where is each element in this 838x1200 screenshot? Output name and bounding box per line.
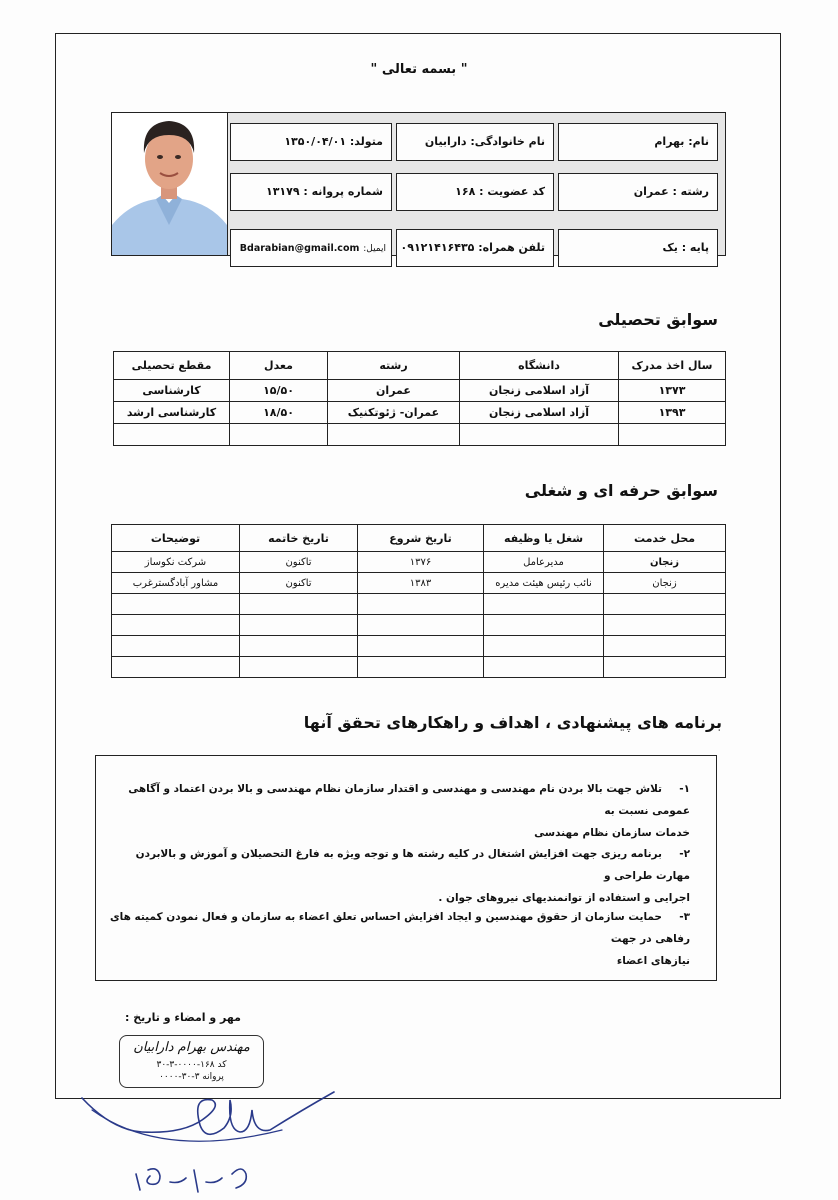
field-of-study-field: رشته : عمران [558, 173, 718, 211]
table-cell: آزاد اسلامی زنجان [460, 380, 619, 402]
table-cell [604, 594, 726, 615]
education-title: سوابق تحصیلی [598, 310, 718, 329]
table-cell [112, 636, 240, 657]
table-cell: ۱۳۷۳ [619, 380, 726, 402]
table-cell [484, 615, 604, 636]
plan-item [100, 843, 690, 909]
table-cell [112, 657, 240, 678]
signature-label: مهر و امضاء و تاریخ : [125, 1011, 241, 1024]
table-row [112, 573, 726, 594]
table-cell [604, 615, 726, 636]
table-cell: عمران [328, 380, 460, 402]
table-cell [114, 424, 230, 446]
table-cell: تاکنون [240, 552, 358, 573]
table-cell: ۱۸/۵۰ [230, 402, 328, 424]
education-table [113, 351, 726, 446]
table-cell [460, 424, 619, 446]
table-row [114, 424, 726, 446]
plan-line [100, 843, 690, 887]
table-cell [240, 594, 358, 615]
plan-text: اجرایی و استفاده از توانمندیهای نیروهای جوان . [438, 892, 690, 904]
column-header: رشته [328, 352, 460, 380]
table-row [112, 594, 726, 615]
table-cell [112, 615, 240, 636]
column-header: توضیحات [112, 525, 240, 552]
table-cell [240, 657, 358, 678]
plan-number: ۳- [679, 911, 690, 923]
table-cell: نائب رئیس هیئت مدیره [484, 573, 604, 594]
table-cell: مدیرعامل [484, 552, 604, 573]
plan-text: خدمات سازمان نظام مهندسی [534, 827, 690, 839]
table-row [112, 615, 726, 636]
table-cell [230, 424, 328, 446]
stamp-name: مهندس بهرام دارابیان [133, 1040, 250, 1055]
table-cell: کارشناسی [114, 380, 230, 402]
table-row [114, 380, 726, 402]
plan-text: حمایت سازمان از حقوق مهندسین و ایجاد افزایش احساس تعلق اعضاء به سازمان و فعال نمودن کمیته های رفاهی در جهت [110, 911, 690, 945]
column-header: مقطع تحصیلی [114, 352, 230, 380]
column-header: تاریخ شروع [358, 525, 484, 552]
table-cell [240, 636, 358, 657]
table-cell: کارشناسی ارشد [114, 402, 230, 424]
table-cell: مشاور آبادگسترغرب [112, 573, 240, 594]
plan-item [100, 778, 690, 844]
plan-text: نیازهای اعضاء [616, 955, 690, 967]
first-name-field: نام: بهرام [558, 123, 718, 161]
plan-line [100, 906, 690, 950]
table-cell: ۱۳۷۶ [358, 552, 484, 573]
table-row [114, 402, 726, 424]
table-cell: ۱۳۹۳ [619, 402, 726, 424]
table-cell [358, 594, 484, 615]
table-cell: زنجان [604, 573, 726, 594]
table-cell: آزاد اسلامی زنجان [460, 402, 619, 424]
grade-field: پایه : یک [558, 229, 718, 267]
mobile-field: تلفن همراه: ۰۹۱۲۱۴۱۶۴۳۵ [396, 229, 554, 267]
table-cell [484, 636, 604, 657]
email-value: Bdarabian@gmail.com [239, 243, 360, 254]
table-header-row [114, 352, 726, 380]
column-header: شغل یا وظیفه [484, 525, 604, 552]
plan-number: ۲- [679, 848, 690, 860]
handwritten-signature [72, 1070, 352, 1200]
plans-title: برنامه های پیشنهادی ، اهداف و راهکارهای تحقق آنها [303, 713, 722, 732]
license-number-field: شماره پروانه : ۱۳۱۷۹ [230, 173, 392, 211]
table-cell [619, 424, 726, 446]
plan-line [100, 778, 690, 822]
profile-photo [112, 113, 228, 255]
table-cell [484, 657, 604, 678]
table-cell [240, 615, 358, 636]
table-cell: زنجان [604, 552, 726, 573]
table-cell: شرکت نکوساز [112, 552, 240, 573]
table-row [112, 657, 726, 678]
plans-box [95, 755, 717, 981]
document-heading: " بسمه تعالی " [370, 62, 468, 77]
birth-date-field: متولد: ۱۳۵۰/۰۴/۰۱ [230, 123, 392, 161]
table-cell [358, 615, 484, 636]
table-cell [604, 636, 726, 657]
plan-text: برنامه ریزی جهت افزایش اشتغال در کلیه رشته ها و توجه ویژه به فارغ التحصیلان و آموزش و بالابردن مهارت طراحی و [135, 848, 690, 882]
table-cell: ۱۵/۵۰ [230, 380, 328, 402]
table-cell [604, 657, 726, 678]
table-cell: ۱۳۸۳ [358, 573, 484, 594]
table-cell [112, 594, 240, 615]
table-cell [484, 594, 604, 615]
column-header: دانشگاه [460, 352, 619, 380]
table-row [112, 636, 726, 657]
professional-table [111, 524, 726, 678]
table-cell [358, 636, 484, 657]
email-label: ایمیل: [363, 244, 386, 254]
plan-number: ۱- [679, 783, 690, 795]
table-cell: عمران- ژئوتکنیک [328, 402, 460, 424]
table-cell: تاکنون [240, 573, 358, 594]
stamp-code: کد ۱۶۸-۰۰۰۰-۳-۳۰ [156, 1060, 227, 1070]
stamp-license: پروانه ۳-۳۰-۰۰۰۰ [159, 1072, 224, 1082]
column-header: محل خدمت [604, 525, 726, 552]
column-header: تاریخ خاتمه [240, 525, 358, 552]
email-field [230, 229, 392, 267]
last-name-field: نام خانوادگی: دارابیان [396, 123, 554, 161]
table-header-row [112, 525, 726, 552]
profile-card [111, 112, 726, 256]
plan-item [100, 906, 690, 972]
table-cell [328, 424, 460, 446]
table-row [112, 552, 726, 573]
plan-text: تلاش جهت بالا بردن نام مهندسی و مهندسی و اقتدار سازمان نظام مهندسی و بالا بردن اعتماد و آگاهی عمومی نسبت به [128, 783, 690, 817]
column-header: سال اخذ مدرک [619, 352, 726, 380]
column-header: معدل [230, 352, 328, 380]
table-cell [358, 657, 484, 678]
professional-title: سوابق حرفه ای و شغلی [524, 481, 718, 500]
membership-code-field: کد عضویت : ۱۶۸ [396, 173, 554, 211]
